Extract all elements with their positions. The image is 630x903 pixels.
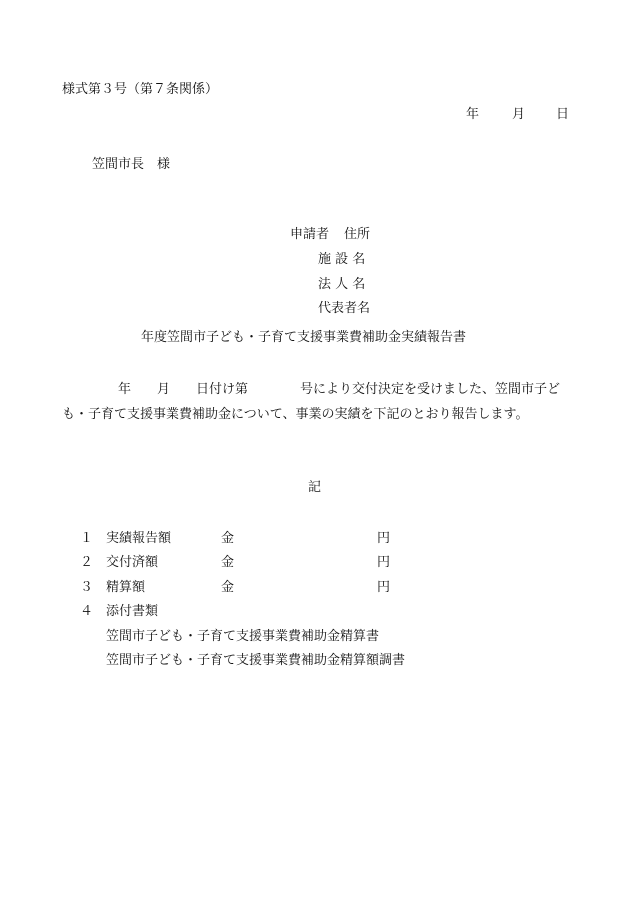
item-label: 精算額	[106, 580, 146, 595]
field-corporation-name: 法 人 名	[318, 277, 366, 292]
item-label: 実績報告額	[106, 531, 172, 546]
addressee: 笠間市長 様	[92, 157, 171, 172]
item-number: ３	[80, 580, 94, 595]
date-year: 年	[466, 107, 480, 122]
form-number: 様式第３号（第７条関係）	[62, 82, 219, 97]
document-title: 年度笠間市子ども・子育て支援事業費補助金実績報告書	[141, 330, 467, 345]
attachment-item: 笠間市子ども・子育て支援事業費補助金精算額調書	[106, 653, 406, 668]
body-paragraph	[62, 377, 582, 427]
item-kin: 金	[221, 531, 235, 546]
item-yen: 円	[377, 531, 391, 546]
item-label: 添付書類	[106, 604, 159, 619]
item-kin: 金	[221, 580, 235, 595]
item-number: ４	[80, 604, 94, 619]
date-month: 月	[512, 107, 526, 122]
item-label: 交付済額	[106, 555, 159, 570]
item-yen: 円	[377, 580, 391, 595]
item-number: １	[80, 531, 94, 546]
body-text: 年 月 日付け第 号により交付決定を受けました、笠間市子ども・子育て支援事業費補助金について、事業の実績を下記のとおり報告します。	[62, 382, 561, 422]
field-facility-name: 施 設 名	[318, 252, 366, 267]
applicant-label: 申請者	[290, 227, 330, 242]
attachment-item: 笠間市子ども・子育て支援事業費補助金精算書	[106, 629, 380, 644]
field-representative-name: 代表者名	[318, 301, 371, 316]
date-day: 日	[556, 107, 570, 122]
ki-heading: 記	[308, 480, 322, 495]
item-number: ２	[80, 555, 94, 570]
field-address: 住所	[344, 227, 371, 242]
item-kin: 金	[221, 555, 235, 570]
item-yen: 円	[377, 555, 391, 570]
